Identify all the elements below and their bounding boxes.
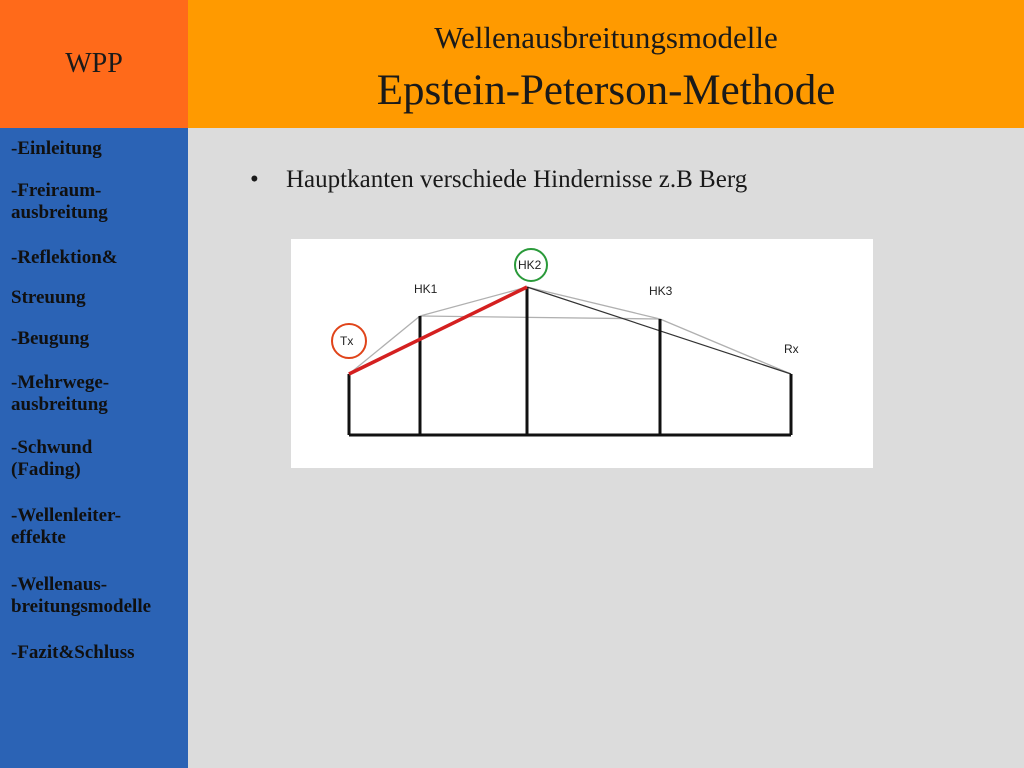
slide-title: Epstein-Peterson-Methode xyxy=(376,67,836,114)
nav-item-label: -Wellenaus- xyxy=(11,574,108,595)
label-rx: Rx xyxy=(784,342,799,356)
nav-item-streuung[interactable] xyxy=(11,287,86,309)
nav-item-schwund[interactable] xyxy=(11,437,92,481)
nav-item-label: effekte xyxy=(11,527,66,548)
label-hk2: HK2 xyxy=(518,258,542,272)
nav-item-label: -Fazit&Schluss xyxy=(11,642,135,663)
epstein-peterson-diagram xyxy=(291,239,873,468)
nav-item-mehrwege[interactable] xyxy=(11,372,109,416)
bullet-item xyxy=(250,166,747,194)
label-tx: Tx xyxy=(340,334,354,348)
label-hk3: HK3 xyxy=(649,284,673,298)
nav-item-wellenausbreitung[interactable] xyxy=(11,574,151,618)
label-hk1: HK1 xyxy=(414,282,438,296)
nav-item-fazit[interactable] xyxy=(11,642,135,664)
bullet-text: Hauptkanten verschiede Hindernisse z.B Berg xyxy=(286,166,748,193)
nav-item-label: (Fading) xyxy=(11,459,81,480)
nav-item-label: breitungsmodelle xyxy=(11,596,152,617)
nav-item-label: -Einleitung xyxy=(11,138,102,159)
logo-box xyxy=(0,0,188,128)
nav-item-einleitung[interactable] xyxy=(11,138,102,160)
nav-item-label: -Freiraum- xyxy=(11,180,102,201)
nav-item-label: ausbreitung xyxy=(11,202,108,223)
ray-hk3-rx xyxy=(660,319,791,374)
ray-lines xyxy=(349,287,791,374)
nav-item-label: -Reflektion& xyxy=(11,247,118,268)
bullet-symbol: • xyxy=(250,166,259,193)
nav-item-wellenleiter[interactable] xyxy=(11,505,121,549)
nav-item-label: -Schwund xyxy=(11,437,93,458)
nav-item-label: ausbreitung xyxy=(11,394,108,415)
side-nav xyxy=(0,128,188,768)
ray-hk2-hk3 xyxy=(527,287,660,319)
nav-item-beugung[interactable] xyxy=(11,328,89,350)
nav-item-freiraum[interactable] xyxy=(11,180,108,224)
nav-item-label: -Mehrwege- xyxy=(11,372,110,393)
diagram-svg xyxy=(291,239,873,468)
nav-item-label: Streuung xyxy=(11,287,86,308)
slide-subtitle: Wellenausbreitungsmodelle xyxy=(434,20,778,55)
content-area xyxy=(188,128,1024,768)
nav-item-label: -Beugung xyxy=(11,328,90,349)
logo-text: WPP xyxy=(65,48,123,79)
nav-item-label: -Wellenleiter- xyxy=(11,505,122,526)
nav-item-reflektion[interactable] xyxy=(11,247,118,269)
terrain-structure xyxy=(349,287,791,435)
title-bar xyxy=(188,0,1024,128)
main-path-tx-hk2 xyxy=(349,287,527,374)
